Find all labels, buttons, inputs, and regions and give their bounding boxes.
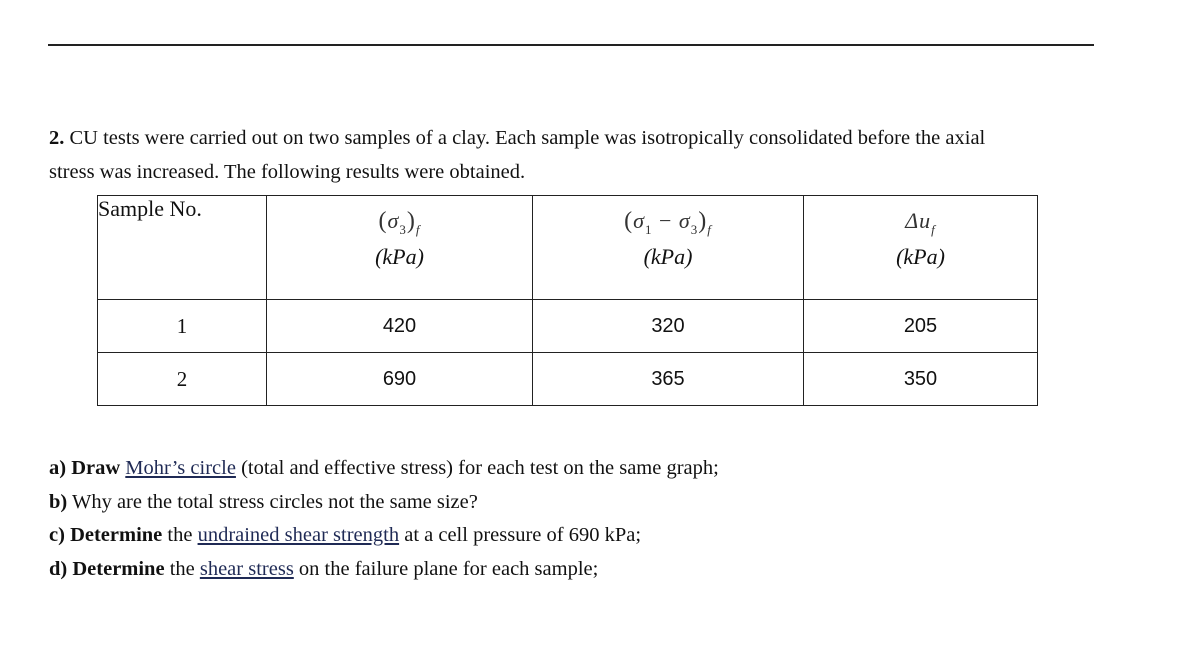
sigma3f-unit: (kPa) [375, 244, 424, 269]
question-parts [49, 452, 719, 586]
row1-delta-uf: 205 [804, 300, 1038, 353]
delta-uf-symbol: $\Delta u_f$ [905, 208, 936, 237]
row1-deviator: 320 [533, 300, 804, 353]
link-mohrs-circle: Mohr’s circle [125, 457, 236, 479]
row2-deviator: 365 [533, 353, 804, 406]
part-c: c) Determine the undrained shear strength at a cell pressure of 690 kPa; [49, 524, 642, 546]
row1-sigma3f: 420 [267, 300, 533, 353]
top-rule [48, 44, 1094, 46]
sigma3f-symbol: $(\sigma_3)_f$ [378, 208, 421, 237]
link-undrained-shear-strength: undrained shear strength [197, 524, 400, 546]
intro-line-1: CU tests were carried out on two samples of a clay. Each sample was isotropically consolidated before the axial [64, 127, 986, 149]
part-b: b) Why are the total stress circles not the same size? [49, 490, 478, 513]
link-shear-stress: shear stress [199, 557, 294, 580]
row1-sample: 1 [98, 300, 267, 353]
row2-sigma3f: 690 [267, 353, 533, 406]
deviator-symbol: $(\sigma_1 - \sigma_3)_f$ [624, 208, 712, 237]
table-row [98, 300, 1038, 353]
deviator-unit: (kPa) [643, 244, 693, 269]
row2-sample: 2 [98, 353, 267, 406]
question-number: 2. [49, 127, 65, 149]
results-table [97, 195, 1038, 406]
header-delta-uf [804, 196, 1038, 300]
header-sample-no: Sample No. [98, 196, 267, 300]
delta-uf-unit: (kPa) [896, 244, 945, 269]
intro-line-2: stress was increased. The following results were obtained. [49, 161, 526, 183]
header-deviator-stress [533, 196, 804, 300]
table-header-row [98, 196, 1038, 300]
row2-delta-uf: 350 [804, 353, 1038, 406]
part-a: a) Draw Mohr’s circle (total and effective stress) for each test on the same graph; [49, 457, 719, 479]
header-sigma3f [267, 196, 533, 300]
table-row [98, 353, 1038, 406]
part-d: d) Determine the shear stress on the failure plane for each sample; [49, 557, 599, 580]
question-intro [49, 121, 1129, 189]
